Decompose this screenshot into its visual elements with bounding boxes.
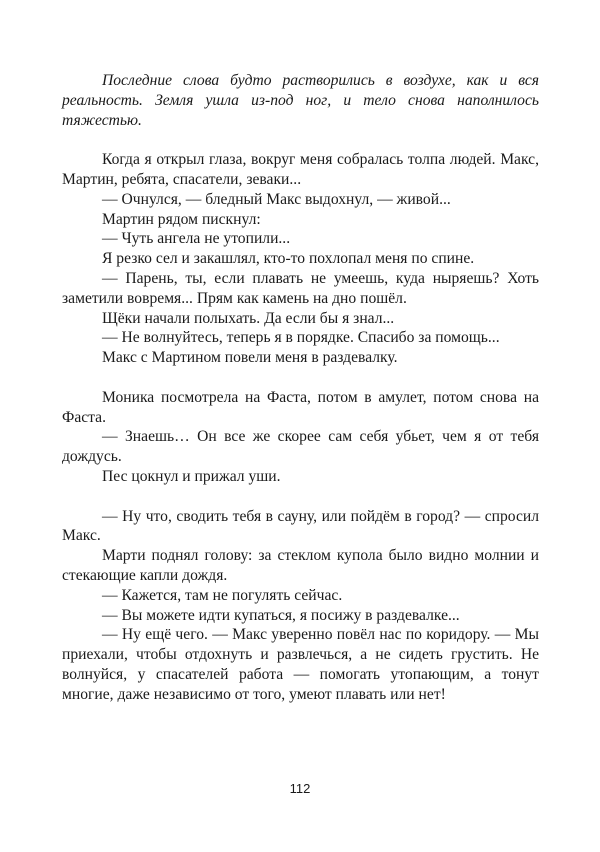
- page-text: [62, 71, 539, 705]
- paragraph: Пес цокнул и прижал уши.: [102, 467, 281, 485]
- paragraph: — Знаешь… Он все же скорее сам себя убьет, чем я от тебя дождусь.: [62, 428, 539, 466]
- paragraph: — Ну что, сводить тебя в сауну, или пойдём в город? — спросил Макс.: [62, 507, 539, 545]
- section-break: [62, 487, 539, 507]
- paragraph: — Чуть ангела не утопили...: [102, 230, 291, 248]
- section-break: [62, 130, 539, 150]
- paragraph: Щёки начали полыхать. Да если бы я знал...: [102, 309, 395, 327]
- paragraph: — Кажется, там не погулять сейчас.: [102, 586, 343, 604]
- paragraph: — Парень, ты, если плавать не умеешь, куда ныряешь? Хоть заметили вовремя... Прям как камень на дно пошёл.: [62, 269, 539, 307]
- paragraph: Мартин рядом пискнул:: [102, 210, 261, 228]
- paragraph: — Не волнуйтесь, теперь я в порядке. Спасибо за помощь...: [102, 329, 500, 347]
- paragraph: Моника посмотрела на Фаста, потом в амулет, потом снова на Фаста.: [62, 388, 539, 426]
- paragraph: — Вы можете идти купаться, я посижу в раздевалке...: [102, 606, 460, 624]
- paragraph: Марти поднял голову: за стеклом купола было видно молнии и стекающие капли дождя.: [62, 547, 539, 584]
- intro-paragraph: Последние слова будто растворились в воздухе, как и вся реальность. Земля ушла из-под ног, и тело снова наполнилось тяжестью.: [62, 72, 539, 129]
- paragraph: Я резко сел и закашлял, кто-то похлопал меня по спине.: [102, 250, 475, 268]
- paragraph: — Очнулся, — бледный Макс выдохнул, — живой...: [102, 190, 451, 208]
- section-break: [62, 368, 539, 388]
- paragraph: Когда я открыл глаза, вокруг меня собралась толпа людей. Макс, Мартин, ребята, спасатели, зеваки...: [62, 151, 539, 188]
- paragraph: — Ну ещё чего. — Макс уверенно повёл нас по коридору. — Мы приехали, чтобы отдохнуть и развлечься, а не сидеть грустить. Не волнуйся, у спасателей работа — помогать утопающим, а тонут многие, даже независимо от того, умеют плавать или нет!: [62, 626, 539, 703]
- page-number: 112: [289, 781, 311, 796]
- paragraph: Макс с Мартином повели меня в раздевалку.: [102, 349, 398, 367]
